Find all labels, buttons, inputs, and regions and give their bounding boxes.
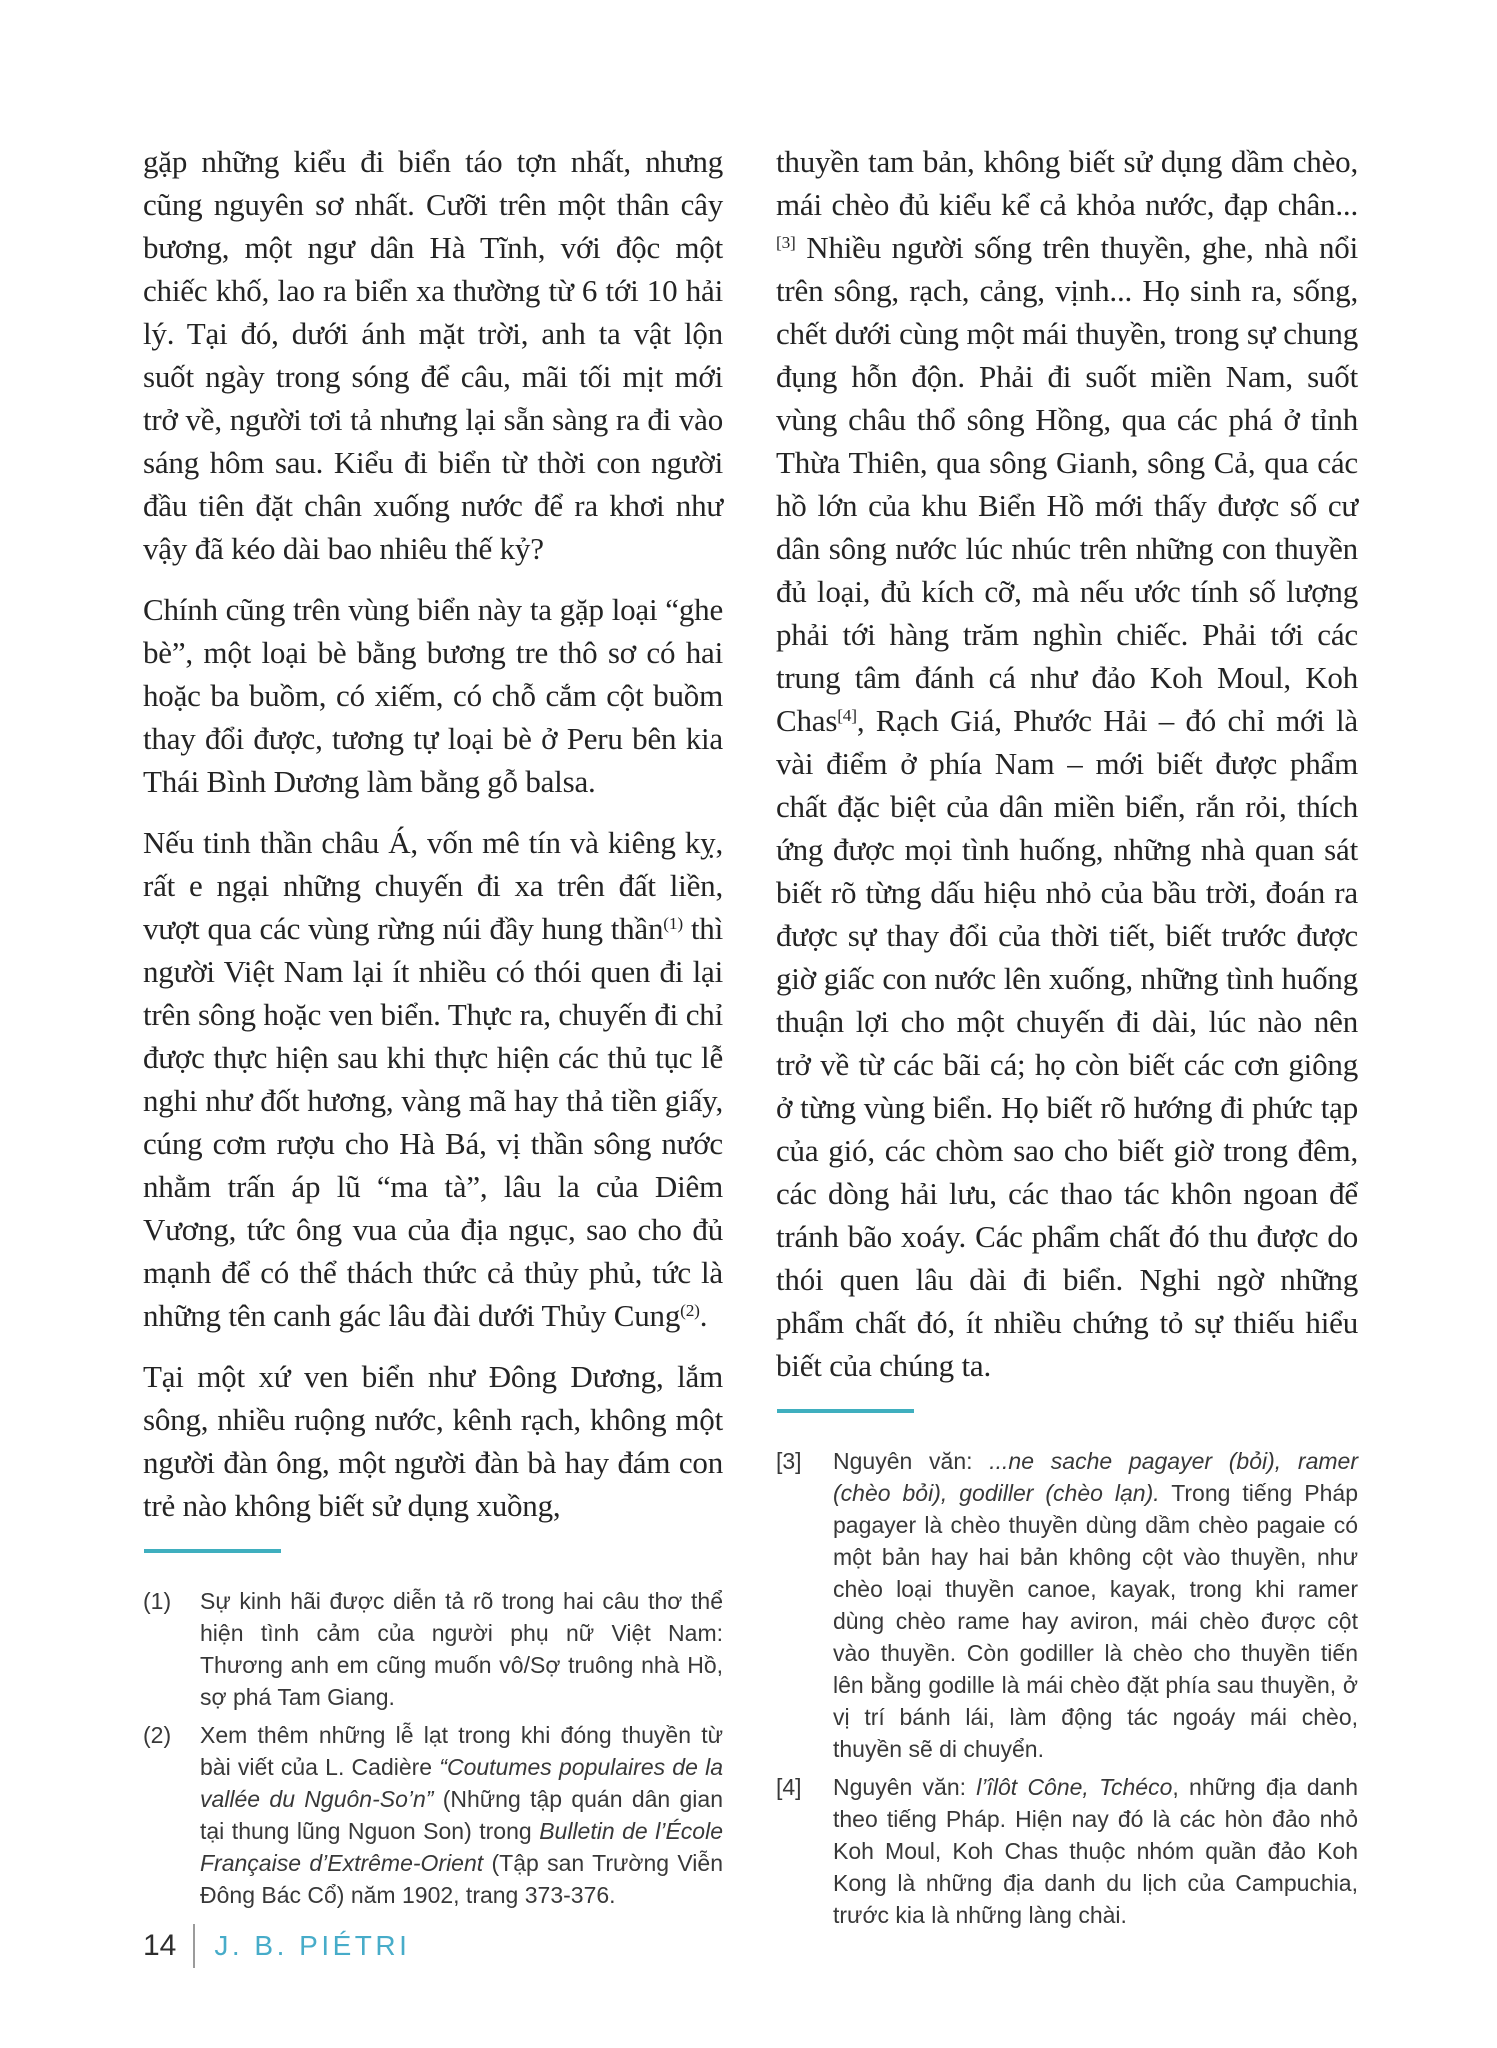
footer-author: J. B. PIÉTRI (214, 1930, 411, 1961)
footnote-text: Xem thêm những lễ lạt trong khi đóng thuyền từ bài viết của L. Cadière “Coutumes populaires de la vallée du Nguôn-So’n” (Những tập quán dân gian tại thung lũng Nguon Son) trong Bulletin de l’École Française d’Extrême-Orient (Tập san Trường Viễn Đông Bác Cổ) năm 1902, trang 373-376. (200, 1722, 723, 1908)
footnote-text: Nguyên văn: l’îlôt Cône, Tchéco, những địa danh theo tiếng Pháp. Hiện nay đó là các hòn đảo nhỏ Koh Moul, Koh Chas thuộc nhóm quần đảo Koh Kong là những địa danh du lịch của Campuchia, trước kia là những làng chài. (833, 1774, 1359, 1928)
footnote-text: Nguyên văn: ...ne sache pagayer (bỏi), ramer (chèo bỏi), godiller (chèo lạn). Trong tiếng Pháp pagayer là chèo thuyền dùng dầm chèo pagaie có một bản hay hai bản không cột vào thuyền, như chèo loại thuyền canoe, kayak, trong khi ramer dùng chèo rame hay aviron, mái chèo được cột vào thuyền. Còn godiller là chèo cho thuyền tiến lên bằng godille là mái chèo đặt phía sau thuyền, ở vị trí bánh lái, làm động tác ngoáy mái chèo, thuyền sẽ di chuyển. (833, 1448, 1358, 1762)
footnote (776, 1445, 1358, 1765)
italic-text: l’îlôt Cône, Tchéco (976, 1774, 1173, 1800)
right-body-text (776, 140, 1358, 1387)
footnote (143, 1719, 723, 1911)
italic-text: “Coutumes populaires de la vallée du Nguôn-So’n” (200, 1754, 723, 1812)
footnote-marker: [4] (776, 1774, 802, 1800)
italic-text: Bulletin de l’École Française d’Extrême-Orient (200, 1818, 723, 1876)
footnote-ref: (1) (663, 914, 683, 934)
paragraph: gặp những kiểu đi biển táo tợn nhất, nhưng cũng nguyên sơ nhất. Cưỡi trên một thân cây bương, một ngư dân Hà Tĩnh, với độc một chiếc khố, lao ra biển xa thường từ 6 tới 10 hải lý. Tại đó, dưới ánh mặt trời, anh ta vật lộn suốt ngày trong sóng để câu, mãi tối mịt mới trở về, người tơi tả nhưng lại sẵn sàng ra đi vào sáng hôm sau. Kiểu đi biển từ thời con người đầu tiên đặt chân xuống nước để ra khơi như vậy đã kéo dài bao nhiêu thế kỷ? (143, 144, 723, 566)
paragraph: thuyền tam bản, không biết sử dụng dầm chèo, mái chèo đủ kiểu kể cả khỏa nước, đạp chân...[3] Nhiều người sống trên thuyền, ghe, nhà nổi trên sông, rạch, cảng, vịnh... Họ sinh ra, sống, chết dưới cùng một mái thuyền, trong sự chung đụng hỗn độn. Phải đi suốt miền Nam, suốt vùng châu thổ sông Hồng, qua các phá ở tỉnh Thừa Thiên, qua sông Gianh, sông Cả, qua các hồ lớn của khu Biển Hồ mới thấy được số cư dân sông nước lúc nhúc trên những con thuyền đủ loại, đủ kích cỡ, mà nếu ước tính số lượng phải tới hàng trăm nghìn chiếc. Phải tới các trung tâm đánh cá như đảo Koh Moul, Koh Chas[4], Rạch Giá, Phước Hải – đó chỉ mới là vài điểm ở phía Nam – mới biết được phẩm chất đặc biệt của dân miền biển, rắn rỏi, thích ứng được mọi tình huống, những nhà quan sát biết rõ từng dấu hiệu nhỏ của bầu trời, đoán ra được sự thay đổi của thời tiết, biết trước được giờ giấc con nước lên xuống, những tình huống thuận lợi cho một chuyến đi dài, lúc nào nên trở về từ các bãi cá; họ còn biết các cơn giông ở từng vùng biển. Họ biết rõ hướng đi phức tạp của gió, các chòm sao cho biết giờ trong đêm, các dòng hải lưu, các thao tác khôn ngoan để tránh bão xoáy. Các phẩm chất đó thu được do thói quen lâu dài đi biển. Nghi ngờ những phẩm chất đó, ít nhiều chứng tỏ sự thiếu hiểu biết của chúng ta. (776, 144, 1358, 1383)
footnote-text: Sự kinh hãi được diễn tả rõ trong hai câu thơ thể hiện tình cảm của người phụ nữ Việt Nam: Thương anh em cũng muốn vô/Sợ truông nhà Hồ, sợ phá Tam Giang. (200, 1588, 723, 1710)
footnote-ref: [3] (776, 233, 796, 253)
footnote-marker: (1) (143, 1588, 172, 1614)
paragraph: Nếu tinh thần châu Á, vốn mê tín và kiêng kỵ, rất e ngại những chuyến đi xa trên đất liền, vượt qua các vùng rừng núi đầy hung thần$^{(1)}$ thì người Việt Nam lại ít nhiều có thói quen đi lại trên sông hoặc ven biển. Thực ra, chuyến đi chỉ được thực hiện sau khi thực hiện các thủ tục lễ nghi như đốt hương, vàng mã hay thả tiền giấy, cúng cơm rượu cho Hà Bá, vị thần sông nước nhằm trấn áp lũ “ma tà”, lâu la của Diêm Vương, tức ông vua của địa ngục, sao cho đủ mạnh để có thể thách thức cả thủy phủ, tức là những tên canh gác lâu đài dưới Thủy Cung$^{(2)}$. (143, 825, 723, 1333)
footer-divider (193, 1924, 195, 1968)
paragraph: Tại một xứ ven biển như Đông Dương, lắm sông, nhiều ruộng nước, kênh rạch, không một người đàn ông, một người đàn bà hay đám con trẻ nào không biết sử dụng xuồng, (143, 1359, 723, 1523)
page-number: 14 (143, 1929, 177, 1962)
left-column (143, 140, 723, 1911)
right-column (776, 140, 1358, 1931)
italic-text: ...ne sache pagayer (bỏi), ramer (chèo bỏi), godiller (chèo lạn). (833, 1448, 1358, 1506)
right-footnotes (776, 1445, 1358, 1931)
footnote-marker: [3] (776, 1448, 802, 1474)
paragraph: Chính cũng trên vùng biển này ta gặp loại “ghe bè”, một loại bè bằng bương tre thô sơ có hai hoặc ba buồm, có xiếm, có chỗ cắm cột buồm thay đổi được, tương tự loại bè ở Peru bên kia Thái Bình Dương làm bằng gỗ balsa. (143, 592, 723, 799)
page-footer (143, 1922, 410, 1970)
footnote-marker: (2) (143, 1722, 172, 1748)
footnote (143, 1585, 723, 1713)
left-footnotes (143, 1585, 723, 1911)
footnote-separator (777, 1409, 914, 1413)
footnote (776, 1771, 1358, 1931)
footnote-ref: (2) (680, 1301, 700, 1321)
footnote-separator (144, 1549, 281, 1553)
footnote-ref: [4] (837, 706, 857, 726)
left-body-text (143, 140, 723, 1527)
